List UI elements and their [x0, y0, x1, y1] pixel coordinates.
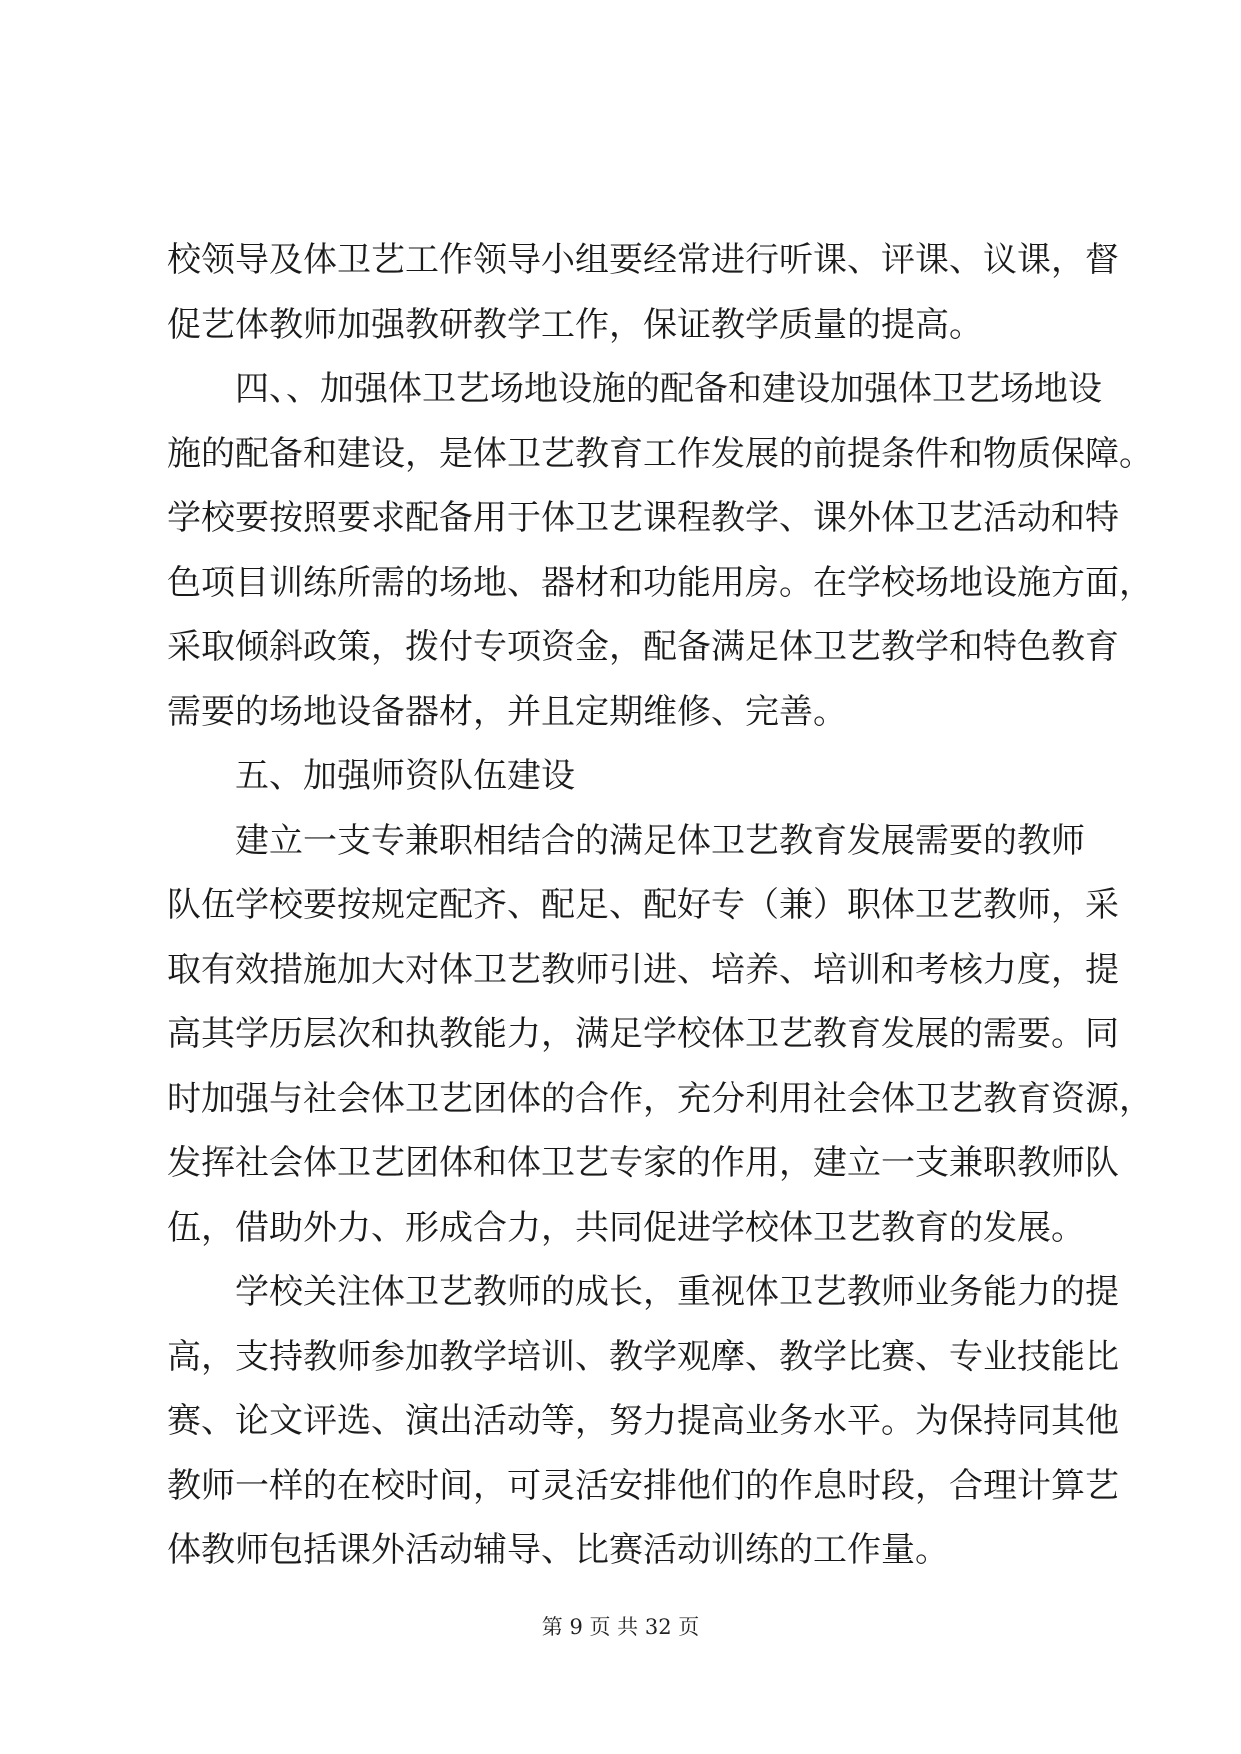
text-line: 取有效措施加大对体卫艺教师引进、培养、培训和考核力度，提	[167, 949, 1119, 990]
text-line: 发挥社会体卫艺团体和体卫艺专家的作用，建立一支兼职教师队	[167, 1143, 1119, 1183]
text-line: 赛、论文评选、演出活动等，努力提高业务水平。为保持同其他	[167, 1401, 1119, 1441]
text-line: 采取倾斜政策，拨付专项资金，配备满足体卫艺教学和特色教育	[167, 627, 1119, 667]
text-line: 伍，借助外力、形成合力，共同促进学校体卫艺教育的发展。	[167, 1207, 1085, 1248]
text-line: 需要的场地设备器材，并且定期维修、完善。	[167, 691, 847, 732]
text-line: 建立一支专兼职相结合的满足体卫艺教育发展需要的教师	[235, 820, 1085, 861]
text-line: 时加强与社会体卫艺团体的合作，充分利用社会体卫艺教育资源，	[167, 1078, 1153, 1119]
text-line: 高，支持教师参加教学培训、教学观摩、教学比赛、专业技能比	[167, 1336, 1119, 1377]
text-line: 学校关注体卫艺教师的成长，重视体卫艺教师业务能力的提	[235, 1272, 1119, 1312]
text-line: 高其学历层次和执教能力，满足学校体卫艺教育发展的需要。同	[167, 1014, 1119, 1054]
text-line: 教师一样的在校时间，可灵活安排他们的作息时段，合理计算艺	[167, 1465, 1119, 1506]
body-text	[167, 228, 1153, 1583]
text-line: 色项目训练所需的场地、器材和功能用房。在学校场地设施方面，	[167, 562, 1153, 603]
text-line: 队伍学校要按规定配齐、配足、配好专（兼）职体卫艺教师，采	[167, 885, 1119, 925]
text-line: 体教师包括课外活动辅导、比赛活动训练的工作量。	[167, 1530, 949, 1570]
text-line: 学校要按照要求配备用于体卫艺课程教学、课外体卫艺活动和特	[167, 498, 1119, 538]
text-line: 施的配备和建设，是体卫艺教育工作发展的前提条件和物质保障。	[167, 433, 1153, 474]
text-line: 校领导及体卫艺工作领导小组要经常进行听课、评课、议课，督	[167, 240, 1119, 280]
page-number-footer: 第 9 页 共 32 页	[541, 1615, 700, 1639]
section-heading-4: 四、、加强体卫艺场地设施的配备和建设加强体卫艺场地设	[235, 369, 1102, 409]
section-heading-5: 五、加强师资队伍建设	[235, 756, 575, 796]
text-line: 促艺体教师加强教研教学工作，保证教学质量的提高。	[167, 304, 983, 345]
